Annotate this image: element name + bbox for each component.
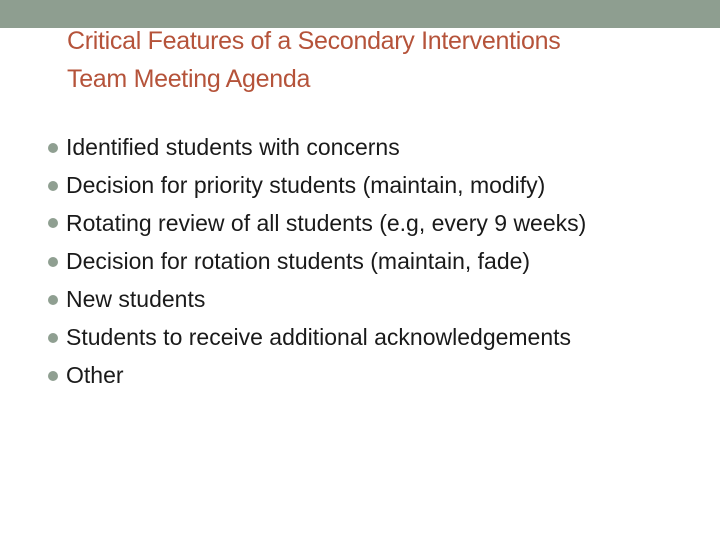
bullet-dot-icon — [48, 181, 58, 191]
bullet-text: Rotating review of all students (e.g, every 9 weeks) — [66, 210, 587, 236]
bullet-text: Identified students with concerns — [66, 134, 400, 160]
slide-title-line-1: Critical Features of a Secondary Interventions — [67, 27, 561, 55]
bullet-text: Students to receive additional acknowledgements — [66, 324, 572, 350]
bullet-text: Decision for rotation students (maintain, fade) — [66, 248, 531, 274]
bullet-text: Other — [66, 362, 124, 388]
bullet-dot-icon — [48, 333, 58, 343]
bullet-item-priority-students — [46, 166, 706, 204]
bullet-item-rotation-students — [46, 242, 706, 280]
agenda-bullet-list — [46, 128, 706, 394]
bullet-dot-icon — [48, 295, 58, 305]
bullet-item-rotating-review — [46, 204, 706, 242]
bullet-dot-icon — [48, 257, 58, 267]
bullet-item-identified-students — [46, 128, 706, 166]
bullet-item-new-students — [46, 280, 706, 318]
bullet-dot-icon — [48, 218, 58, 228]
bullet-text: Decision for priority students (maintain, modify) — [66, 172, 546, 198]
slide-title — [67, 22, 687, 98]
bullet-dot-icon — [48, 371, 58, 381]
bullet-dot-icon — [48, 143, 58, 153]
bullet-text: New students — [66, 286, 206, 312]
slide-title-line-2: Team Meeting Agenda — [67, 65, 311, 93]
bullet-item-other — [46, 356, 706, 394]
bullet-item-acknowledgements — [46, 318, 706, 356]
